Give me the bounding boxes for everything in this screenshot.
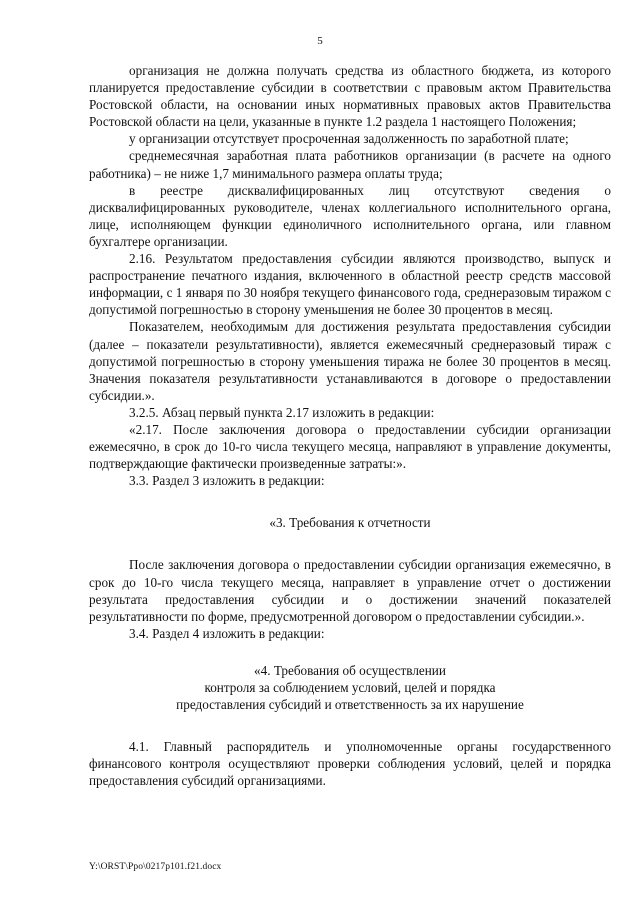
paragraph: 3.4. Раздел 4 изложить в редакции: (129, 625, 325, 641)
paragraph: у организации отсутствует просроченная задолженность по заработной плате; (129, 131, 569, 147)
section-heading-4-line: «4. Требования об осуществлении (254, 662, 446, 678)
paragraph: 4.1. Главный распорядитель и уполномоченные органы государственного финансового контроля осуществляют проверки соблюдения условий, целей и порядка предоставления субсидий организациями. (89, 739, 611, 789)
paragraph: «2.17. После заключения договора о предоставлении субсидии организации ежемесячно, в срок до 10-го числа текущего месяца, направляют в управление документы, подтверждающие фактически произведенные затраты:». (89, 421, 611, 472)
paragraph: После заключения договора о предоставлении субсидии организация ежемесячно, в срок до 10-го числа текущего месяца, направляет в управление отчет о достижении результата предоставления субсидии и о достижении значений показателей результативности по форме, предусмотренной договором о предоставлении субсидии.». (89, 557, 611, 624)
paragraph: в реестре дисквалифицированных лиц отсутствуют сведения о дисквалифицированных руководителе, членах коллегиального исполнительного органа, лице, исполняющем функции единоличного исполнительного органа, или главном бухгалтере организации. (89, 182, 611, 249)
document-body (89, 62, 611, 789)
paragraph: 2.16. Результатом предоставления субсидии являются производство, выпуск и распространение печатного издания, включенного в областной реестр средств массовой информации, с 1 января по 30 ноября текущего финансового года, среднеразовым тиражом с допустимой погрешностью в сторону уменьшения не более 30 процентов в месяц. (89, 251, 611, 318)
paragraph: среднемесячная заработная плата работников организации (в расчете на одного работника) – не ниже 1,7 минимального размера оплаты труда; (89, 148, 611, 181)
section-heading-4-line: контроля за соблюдением условий, целей и порядка (204, 680, 496, 695)
section-heading-4-line: предоставления субсидий и ответственность за их нарушение (176, 697, 524, 713)
paragraph: организация не должна получать средства из областного бюджета, из которого планируется предоставление субсидии в соответствии с правовым актом Правительства Ростовской области, на основании иных нормативных правовых актов Правительства Ростовской области на цели, указанные в пункте 1.2 раздела 1 настоящего Положения; (89, 63, 611, 130)
page-number: 5 (317, 35, 323, 47)
paragraph: Показателем, необходимым для достижения результата предоставления субсидии (далее – показатели результативности), является ежемесячный среднеразовый тираж с допустимой погрешностью в сторону уменьшения тиража не более 30 процентов в месяц. Значения показателя результативности устанавливаются в договоре о предоставлении субсидии.». (89, 319, 611, 403)
paragraph: 3.2.5. Абзац первый пункта 2.17 изложить в редакции: (129, 404, 435, 420)
footer-file-path: Y:\ORST\Ppo\0217p101.f21.docx (89, 862, 222, 872)
section-heading-3: «3. Требования к отчетности (269, 515, 431, 531)
paragraph: 3.3. Раздел 3 изложить в редакции: (129, 473, 325, 489)
